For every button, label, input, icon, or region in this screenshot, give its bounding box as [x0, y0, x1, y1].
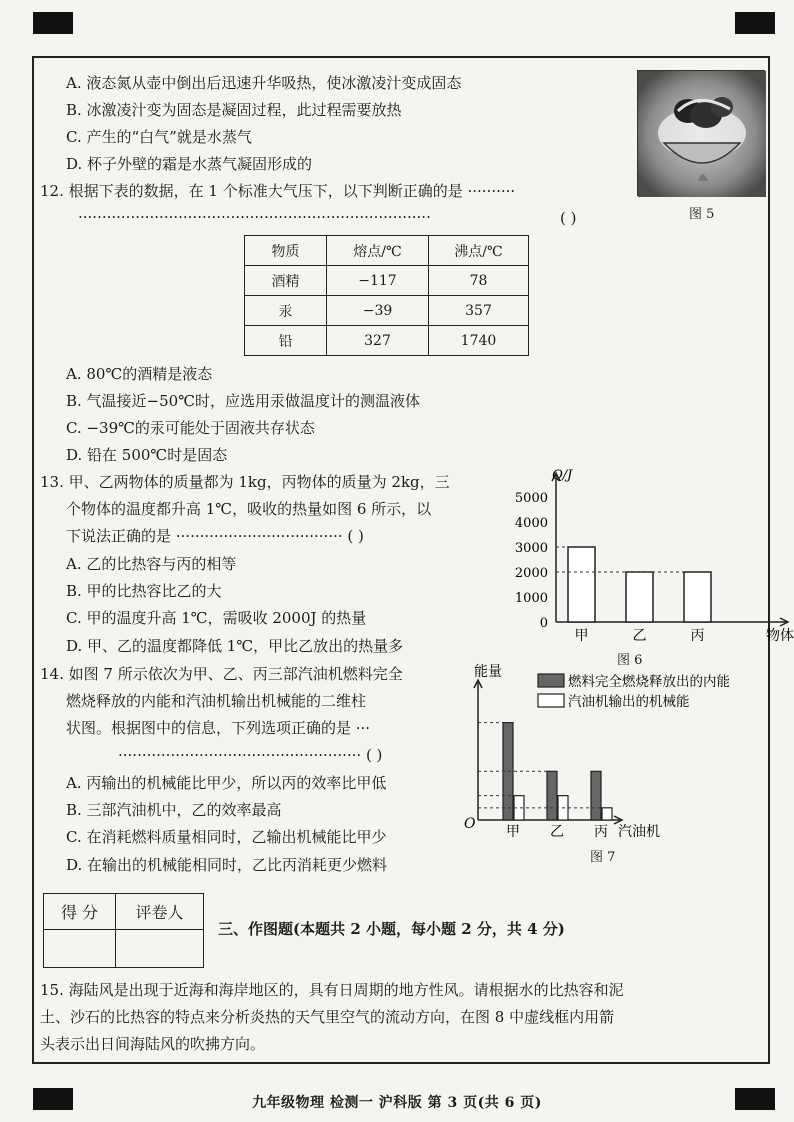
grader-entry-cell[interactable] — [116, 930, 204, 968]
x-tick-label: 乙 — [550, 824, 564, 840]
x-tick-label: 丙 — [690, 628, 705, 644]
q13-stem-line2: 个物体的温度都升高 1℃，吸收的热量如图 6 所示，以 — [66, 500, 432, 518]
q12-stem: 12. 根据下表的数据，在 1 个标准大气压下，以下判断正确的是 ·········· — [40, 182, 516, 200]
q12-stem-dots: ·········································································· — [78, 208, 431, 226]
table-row — [245, 326, 529, 356]
bar — [626, 572, 653, 622]
x-tick-label: 丙 — [594, 824, 608, 840]
x-axis-label: 物体 — [766, 628, 794, 644]
q11-option-a: A. 液态氮从壶中倒出后迅速升华吸热，使冰激凌汁变成固态 — [66, 74, 462, 92]
y-axis-label: Q/J — [552, 468, 573, 483]
q14-stem-line4: ··················································· ( ) — [118, 746, 383, 764]
bar — [684, 572, 711, 622]
q12-option-b: B. 气温接近−50℃时，应选用汞做温度计的测温液体 — [66, 392, 420, 410]
q11-option-d: D. 杯子外壁的霜是水蒸气凝固形成的 — [66, 155, 313, 173]
y-tick-label: 3000 — [514, 541, 548, 556]
legend-swatch — [538, 694, 564, 707]
q13-option-a: A. 乙的比热容与丙的相等 — [66, 555, 237, 573]
q14-option-a: A. 丙输出的机械能比甲少，所以丙的效率比甲低 — [66, 774, 387, 792]
x-axis-label: 汽油机 — [618, 824, 660, 840]
y-tick-label: 0 — [539, 616, 548, 631]
q13-stem-line1: 13. 甲、乙两物体的质量都为 1kg，丙物体的质量为 2kg，三 — [40, 473, 450, 491]
figure-6-caption: 图 6 — [617, 653, 643, 668]
q14-stem-line1: 14. 如图 7 所示依次为甲、乙、丙三部汽油机燃料完全 — [40, 665, 403, 683]
table-row — [245, 296, 529, 326]
figure-7-caption: 图 7 — [590, 850, 616, 865]
table-header-row — [245, 236, 529, 266]
score-label: 得 分 — [44, 894, 116, 930]
y-tick-label: 2000 — [514, 566, 548, 581]
table-header: 物质 — [245, 236, 327, 266]
figure-5-photo — [637, 70, 765, 196]
y-tick-label: 4000 — [514, 516, 548, 531]
origin-label: O — [464, 816, 476, 832]
legend-label: 汽油机输出的机械能 — [568, 694, 690, 710]
table-header: 熔点/℃ — [327, 236, 429, 266]
figure-5-caption: 图 5 — [689, 207, 715, 222]
y-axis-label: 能量 — [474, 664, 502, 680]
figure-6-chart — [495, 468, 794, 668]
q12-answer-paren: ( ) — [560, 209, 577, 227]
x-tick-label: 甲 — [506, 824, 520, 840]
bar — [568, 547, 595, 622]
y-tick-label: 5000 — [514, 491, 548, 506]
score-box — [43, 893, 204, 968]
q12-option-a: A. 80℃的酒精是液态 — [66, 365, 213, 383]
table-cell: 357 — [429, 296, 529, 326]
q15-line3: 头表示出日间海陆风的吹拂方向。 — [40, 1035, 266, 1053]
table-cell: −39 — [327, 296, 429, 326]
q11-option-b: B. 冰激凌汁变为固态是凝固过程，此过程需要放热 — [66, 101, 402, 119]
table-cell: 1740 — [429, 326, 529, 356]
table-row — [245, 266, 529, 296]
legend-label: 燃料完全燃烧释放出的内能 — [568, 674, 730, 690]
figure-7-chart — [460, 662, 770, 842]
section-3-title: 三、作图题(本题共 2 小题，每小题 2 分，共 4 分) — [218, 920, 565, 938]
table-header: 沸点/℃ — [429, 236, 529, 266]
q12-option-c: C. −39℃的汞可能处于固液共存状态 — [66, 419, 315, 437]
table-cell: 78 — [429, 266, 529, 296]
q14-option-d: D. 在输出的机械能相同时，乙比丙消耗更少燃料 — [66, 856, 388, 874]
corner-mark-top-right — [735, 12, 775, 34]
table-cell: 酒精 — [245, 266, 327, 296]
score-entry-cell[interactable] — [44, 930, 116, 968]
q12-option-d: D. 铅在 500℃时是固态 — [66, 446, 228, 464]
q13-option-b: B. 甲的比热容比乙的大 — [66, 582, 222, 600]
melting-boiling-table — [244, 235, 529, 356]
corner-mark-top-left — [33, 12, 73, 34]
table-cell: 铅 — [245, 326, 327, 356]
mechanical-output-bar — [602, 808, 612, 820]
q15-line2: 土、沙石的比热容的特点来分析炎热的天气里空气的流动方向，在图 8 中虚线框内用箭 — [40, 1008, 615, 1026]
energy-released-bar — [591, 771, 601, 820]
x-tick-label: 乙 — [632, 628, 647, 644]
table-cell: 汞 — [245, 296, 327, 326]
q11-option-c: C. 产生的“白气”就是水蒸气 — [66, 128, 252, 146]
q14-option-b: B. 三部汽油机中，乙的效率最高 — [66, 801, 282, 819]
q13-option-c: C. 甲的温度升高 1℃，需吸收 2000J 的热量 — [66, 609, 367, 627]
table-cell: 327 — [327, 326, 429, 356]
q15-line1: 15. 海陆风是出现于近海和海岸地区的，具有日周期的地方性风。请根据水的比热容和泥 — [40, 981, 624, 999]
x-tick-label: 甲 — [574, 628, 589, 644]
y-tick-label: 1000 — [514, 591, 548, 606]
q13-option-d: D. 甲、乙的温度都降低 1℃，甲比乙放出的热量多 — [66, 637, 404, 655]
q13-stem-line3: 下说法正确的是 ··································· ( ) — [66, 527, 364, 545]
grader-label: 评卷人 — [116, 894, 204, 930]
q14-stem-line2: 燃烧释放的内能和汽油机输出机械能的二维柱 — [66, 692, 367, 710]
q14-stem-line3: 状图。根据图中的信息，下列选项正确的是 ··· — [66, 719, 371, 737]
page-footer: 九年级物理 检测一 沪科版 第 3 页(共 6 页) — [252, 1095, 542, 1111]
legend-swatch — [538, 674, 564, 687]
table-cell: −117 — [327, 266, 429, 296]
q14-option-c: C. 在消耗燃料质量相同时，乙输出机械能比甲少 — [66, 828, 387, 846]
energy-released-bar — [547, 771, 557, 820]
